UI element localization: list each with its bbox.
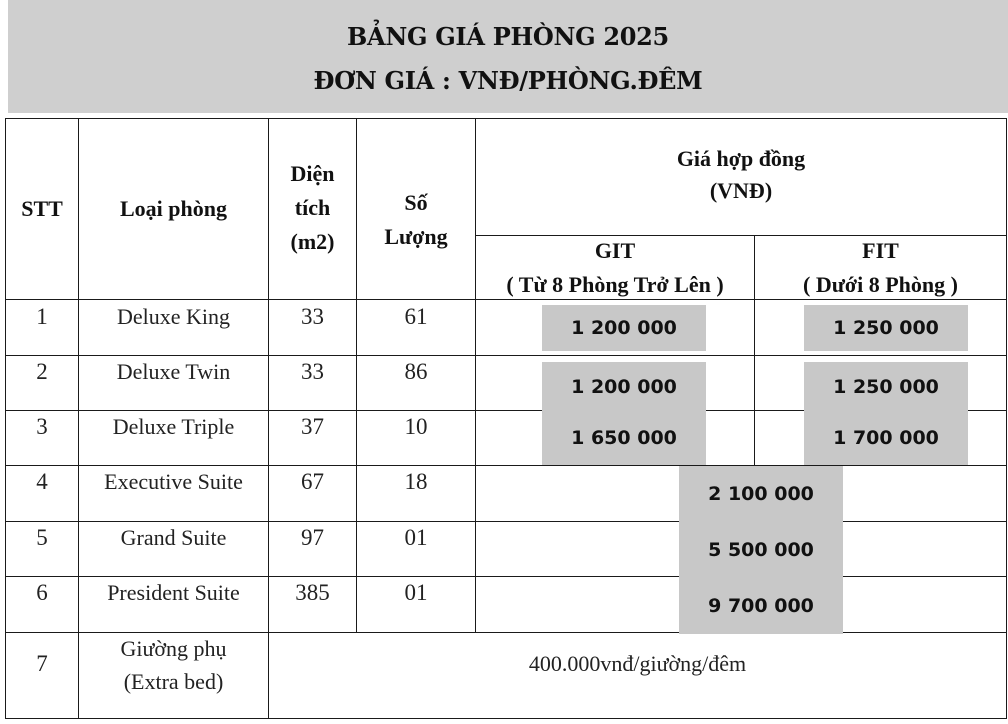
row-price: 2 100 000 xyxy=(679,466,843,523)
page-title: BẢNG GIÁ PHÒNG 2025 xyxy=(347,22,669,51)
row-stt: 5 xyxy=(36,525,48,550)
header-bottom-line xyxy=(5,299,1007,300)
extra-bed-price: 400.000vnđ/giường/đêm xyxy=(528,651,747,676)
extra-bed-stt: 7 xyxy=(36,651,48,676)
header-area-line2: tích xyxy=(294,195,331,220)
row-area: 37 xyxy=(301,414,324,439)
header-stt: STT xyxy=(21,196,63,221)
row-stt: 1 xyxy=(36,304,48,329)
row-room-type: Deluxe Twin xyxy=(116,359,231,384)
header-git-line1: GIT xyxy=(594,238,636,263)
row-room-type: Deluxe King xyxy=(116,304,231,329)
row-quantity: 18 xyxy=(404,469,428,494)
row-line xyxy=(5,521,1007,522)
header-split-line xyxy=(475,235,1007,236)
header-area-line1: Diện xyxy=(290,161,335,186)
row-room-type: Grand Suite xyxy=(120,525,227,550)
table-border-top xyxy=(5,118,1007,119)
header-contract-price-line2: (VNĐ) xyxy=(709,178,773,203)
row-price: 5 500 000 xyxy=(679,522,843,578)
title-band xyxy=(8,0,1008,113)
row-stt: 2 xyxy=(36,359,48,384)
row-fit-price: 1 700 000 xyxy=(804,411,968,465)
row-quantity: 01 xyxy=(404,580,428,605)
table-border-bottom xyxy=(5,718,1007,719)
header-quantity-line1: Số xyxy=(404,190,428,215)
row-line xyxy=(5,355,1007,356)
row-fit-price: 1 250 000 xyxy=(804,305,968,351)
row-line xyxy=(5,632,1007,633)
row-git-price: 1 650 000 xyxy=(542,411,706,465)
header-git-line2: ( Từ 8 Phòng Trở Lên ) xyxy=(506,272,724,297)
row-area: 33 xyxy=(301,304,324,329)
row-room-type: President Suite xyxy=(107,580,240,605)
row-quantity: 61 xyxy=(404,304,428,329)
row-quantity: 01 xyxy=(404,525,428,550)
extra-bed-label-line2: (Extra bed) xyxy=(123,669,224,694)
row-area: 385 xyxy=(295,580,330,605)
extra-bed-label-line1: Giường phụ xyxy=(120,636,227,661)
header-fit-line1: FIT xyxy=(862,238,899,263)
row-stt: 4 xyxy=(36,469,48,494)
row-price: 9 700 000 xyxy=(679,578,843,634)
row-stt: 3 xyxy=(36,414,48,439)
header-fit-line2: ( Dưới 8 Phòng ) xyxy=(803,272,958,297)
header-contract-price-line1: Giá hợp đồng xyxy=(676,146,806,171)
table-border-right xyxy=(1006,118,1007,719)
row-line xyxy=(5,576,1007,577)
row-fit-price: 1 250 000 xyxy=(804,362,968,412)
row-line xyxy=(5,465,1007,466)
row-area: 33 xyxy=(301,359,324,384)
row-quantity: 86 xyxy=(404,359,428,384)
col-line-git-fit xyxy=(754,235,755,465)
row-area: 67 xyxy=(301,469,324,494)
row-room-type: Executive Suite xyxy=(104,469,243,494)
row-area: 97 xyxy=(301,525,324,550)
row-git-price: 1 200 000 xyxy=(542,362,706,412)
header-room-type: Loại phòng xyxy=(120,196,227,221)
row-quantity: 10 xyxy=(404,414,428,439)
unit-subtitle: ĐƠN GIÁ : VNĐ/PHÒNG.ĐÊM xyxy=(313,66,703,95)
header-area-line3: (m2) xyxy=(290,229,335,254)
row-stt: 6 xyxy=(36,580,48,605)
row-room-type: Deluxe Triple xyxy=(112,414,235,439)
row-git-price: 1 200 000 xyxy=(542,305,706,351)
header-quantity-line2: Lượng xyxy=(384,224,448,249)
